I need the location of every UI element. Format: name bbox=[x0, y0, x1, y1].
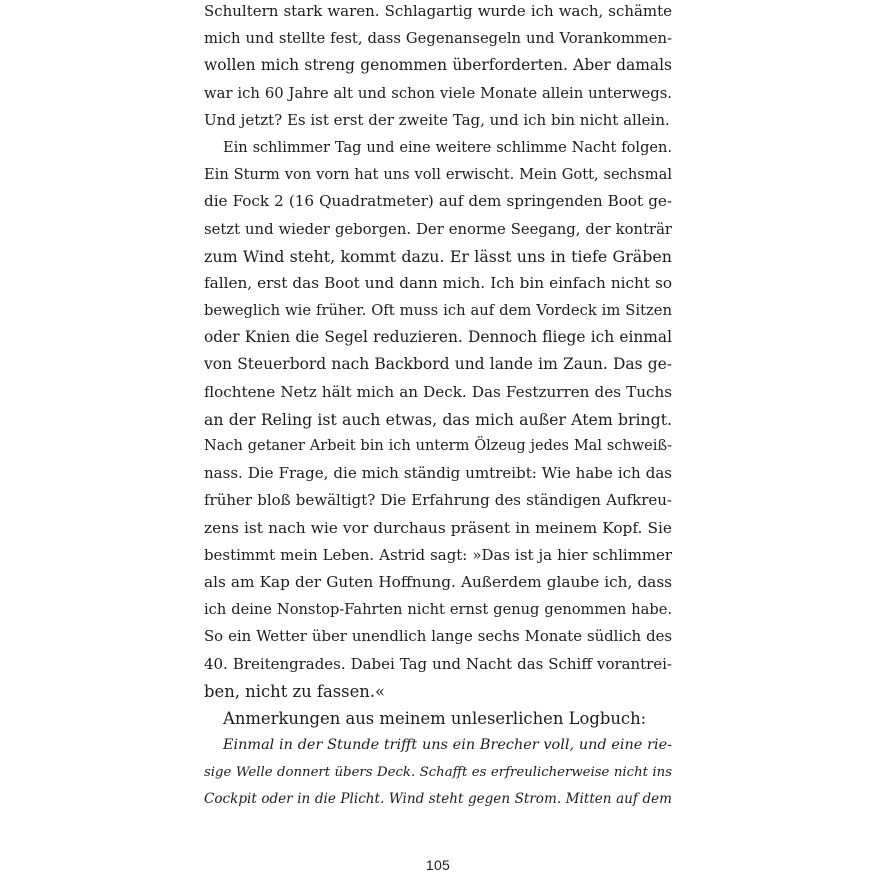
text-line: flochtene Netz hält mich an Deck. Das Festzurren des Tuchs bbox=[204, 382, 672, 401]
text-line: war ich 60 Jahre alt und schon viele Monate allein unterwegs. bbox=[204, 84, 672, 102]
text-line: Ein schlimmer Tag und eine weitere schlimme Nacht folgen. bbox=[223, 138, 672, 156]
text-line: Ein Sturm von vorn hat uns voll erwischt. Mein Gott, sechsmal bbox=[204, 166, 672, 184]
text-line: früher bloß bewältigt? Die Erfahrung des ständigen Aufkreu- bbox=[204, 491, 672, 510]
text-line: an der Reling ist auch etwas, das mich außer Atem bringt. bbox=[204, 409, 672, 429]
text-line: Einmal in der Stunde trifft uns ein Brecher voll, und eine rie- bbox=[223, 737, 672, 754]
text-line: Und jetzt? Es ist erst der zweite Tag, und ich bin nicht allein. bbox=[204, 110, 670, 129]
text-line: 40. Breitengrades. Dabei Tag und Nacht das Schiff vorantrei- bbox=[204, 654, 672, 673]
body-text bbox=[204, 0, 672, 814]
text-line: als am Kap der Guten Hoffnung. Außerdem glaube ich, dass bbox=[204, 572, 672, 591]
text-line: Schultern stark waren. Schlagartig wurde ich wach, schämte bbox=[204, 2, 672, 20]
text-line: bestimmt mein Leben. Astrid sagt: »Das ist ja hier schlimmer bbox=[204, 545, 672, 564]
text-line: So ein Wetter über unendlich lange sechs Monate südlich des bbox=[204, 627, 672, 646]
book-page bbox=[204, 0, 672, 873]
text-line: die Fock 2 (16 Quadratmeter) auf dem springenden Boot ge- bbox=[204, 192, 672, 211]
text-line: ich deine Nonstop-Fahrten nicht ernst genug genommen habe. bbox=[204, 601, 672, 619]
text-line: zens ist nach wie vor durchaus präsent in meinem Kopf. Sie bbox=[204, 518, 672, 537]
text-line: setzt und wieder geborgen. Der enorme Seegang, der konträr bbox=[204, 220, 672, 238]
text-line: oder Knien die Segel reduzieren. Dennoch fliege ich einmal bbox=[204, 328, 672, 347]
text-line: Nach getaner Arbeit bin ich unterm Ölzeug jedes Mal schweiß- bbox=[204, 438, 672, 454]
text-line: mich und stellte fest, dass Gegenansegeln und Vorankommen- bbox=[204, 30, 672, 48]
text-line: beweglich wie früher. Oft muss ich auf dem Vordeck im Sitzen bbox=[204, 302, 672, 320]
text-line: Anmerkungen aus meinem unleserlichen Logbuch: bbox=[223, 708, 647, 728]
text-line: nass. Die Frage, die mich ständig umtreibt: Wie habe ich das bbox=[204, 464, 672, 483]
text-line: ben, nicht zu fassen.« bbox=[204, 681, 386, 701]
text-line: wollen mich streng genommen überforderten. Aber damals bbox=[204, 56, 672, 75]
paragraph-notes bbox=[204, 705, 672, 732]
text-line: sige Welle donnert übers Deck. Schafft es erfreulicherweise nicht ins bbox=[204, 765, 672, 781]
paragraph-continued bbox=[204, 0, 672, 134]
paragraph-log bbox=[204, 732, 672, 814]
text-line: Cockpit oder in die Plicht. Wind steht gegen Strom. Mitten auf dem bbox=[204, 791, 672, 808]
text-line: zum Wind steht, kommt dazu. Er lässt uns in tiefe Gräben bbox=[204, 246, 672, 266]
page-number: 105 bbox=[425, 857, 451, 873]
text-line: fallen, erst das Boot und dann mich. Ich bin einfach nicht so bbox=[204, 273, 672, 292]
text-line: von Steuerbord nach Backbord und lande im Zaun. Das ge- bbox=[204, 355, 672, 374]
paragraph-storm bbox=[204, 134, 672, 705]
